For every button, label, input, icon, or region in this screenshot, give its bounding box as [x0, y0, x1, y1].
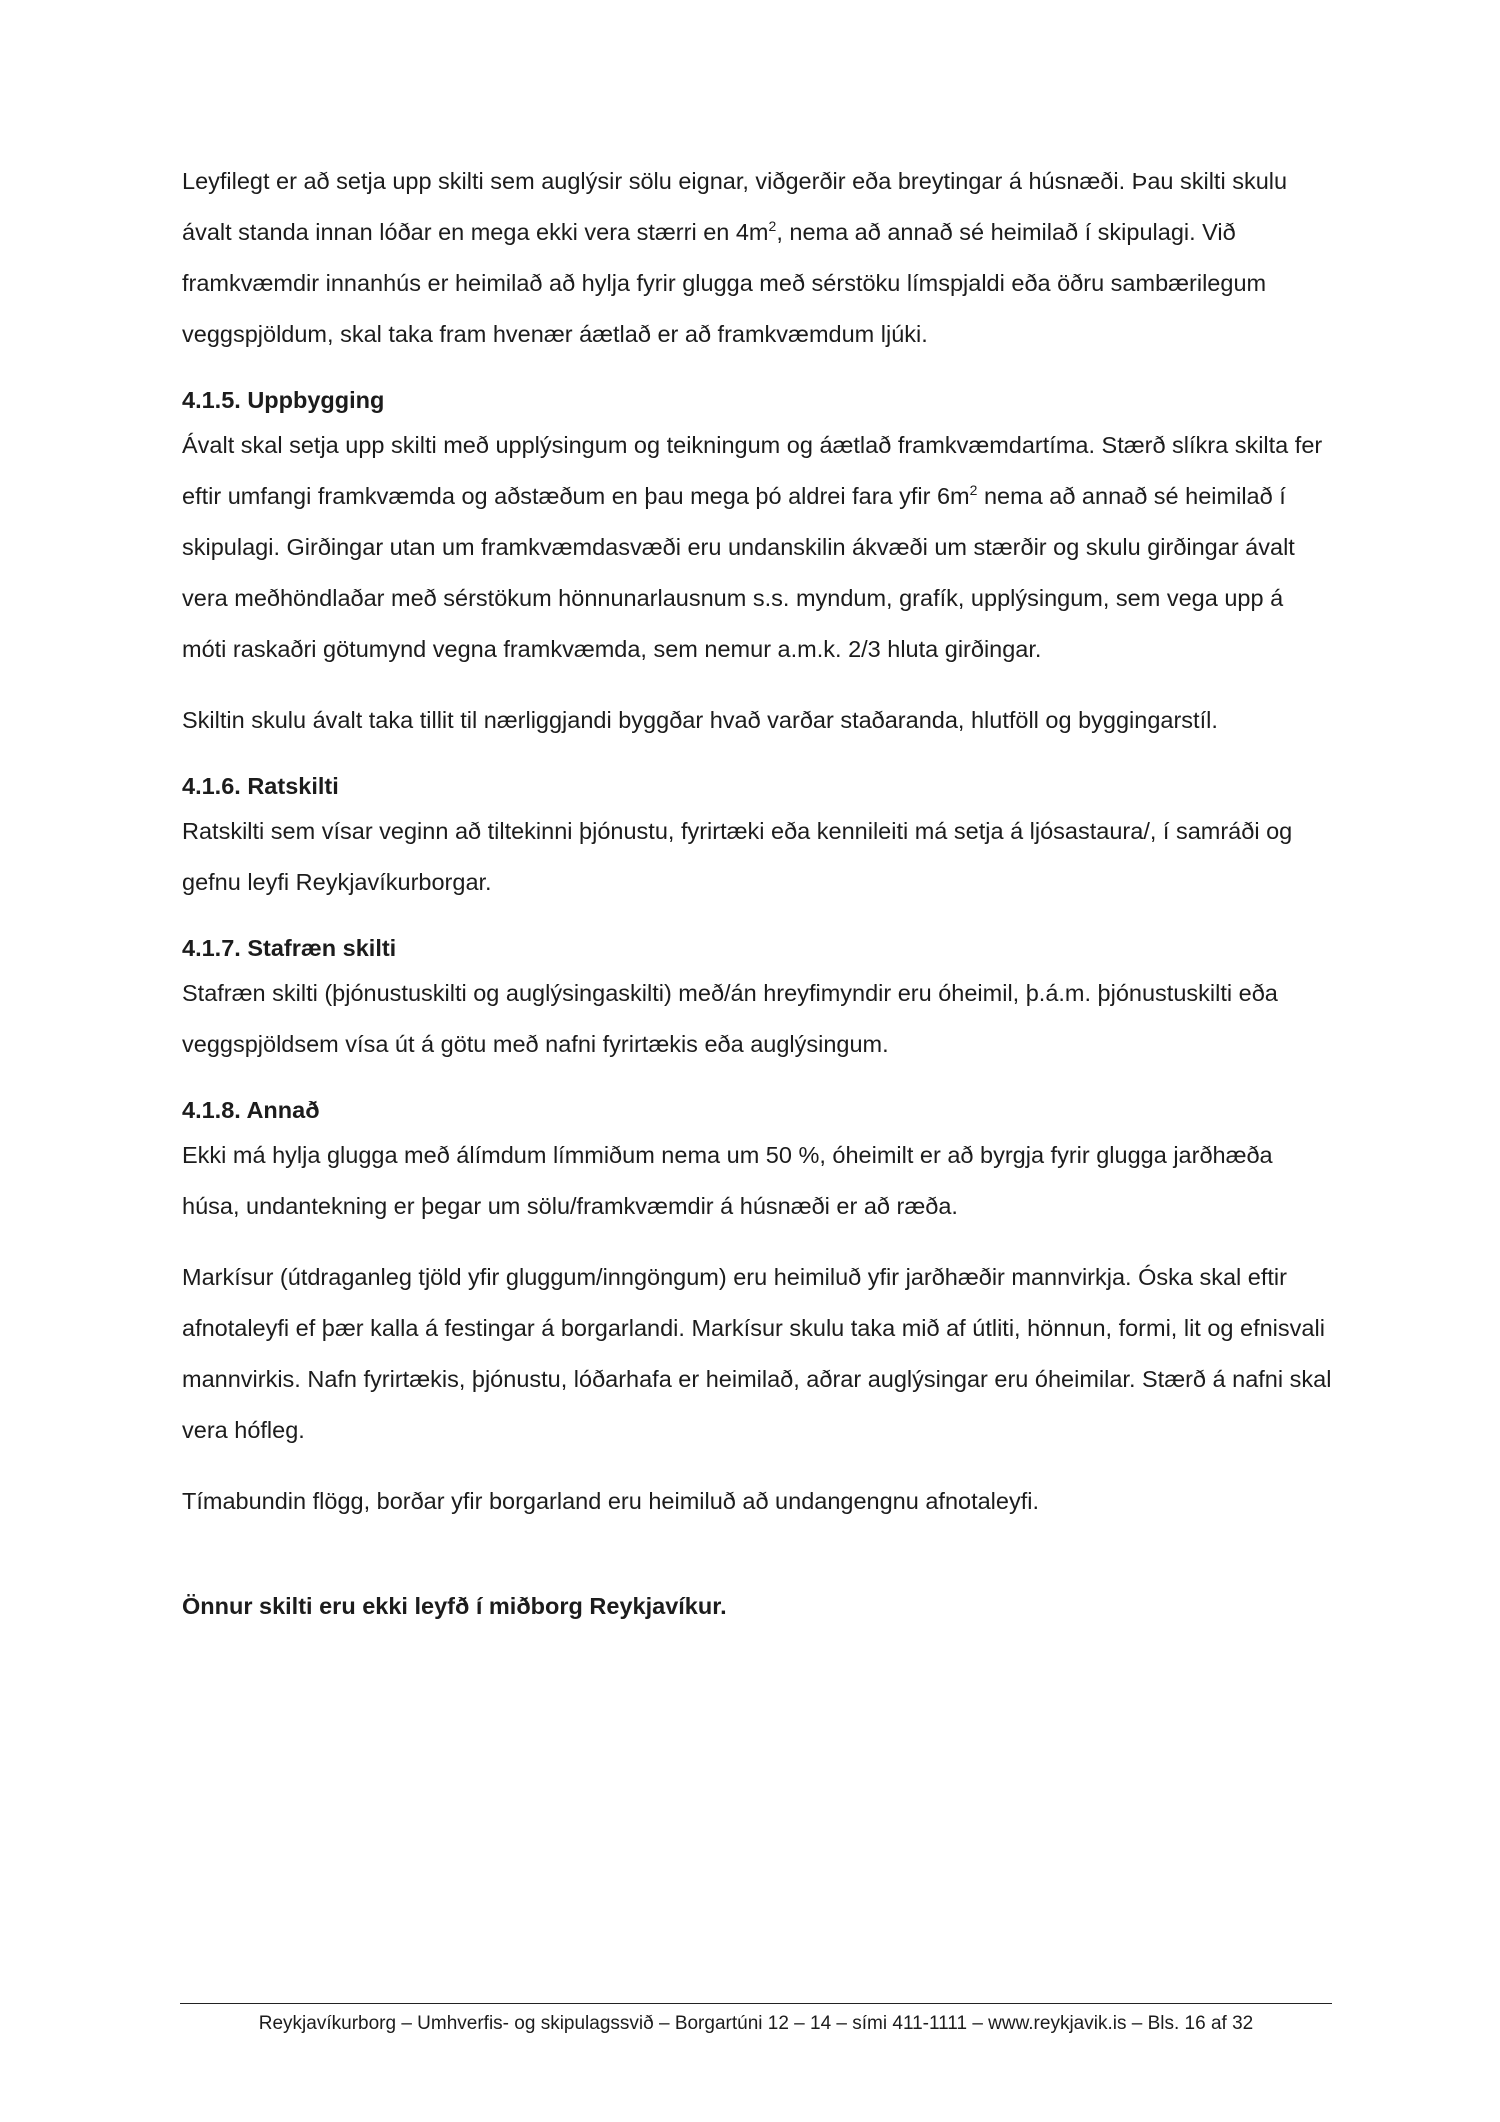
- section-4-1-5-paragraph-1: [182, 420, 1332, 675]
- closing-statement: Önnur skilti eru ekki leyfð í miðborg Reykjavíkur.: [182, 1593, 727, 1619]
- superscript: 2: [969, 482, 978, 499]
- section-4-1-7-paragraph-1: Stafræn skilti (þjónustuskilti og auglýsingaskilti) með/án hreyfimyndir eru óheimil, þ.á.m. þjónustuskilti eða veggspjöldsem vísa út á götu með nafni fyrirtækis eða auglýsingum.: [182, 980, 1278, 1057]
- intro-text-part-1: Leyfilegt er að setja upp skilti sem auglýsir sölu eignar, viðgerðir eða breytingar á húsnæði. Þau skilti skulu ávalt standa innan lóðar en mega ekki vera stærri en 4m: [182, 168, 1288, 245]
- intro-paragraph: [182, 156, 1332, 360]
- section-4-1-8-paragraph-2: Markísur (útdraganleg tjöld yfir gluggum/inngöngum) eru heimiluð yfir jarðhæðir mannvirkja. Óska skal eftir afnotaleyfi ef þær kalla á festingar á borgarlandi. Markísur skulu taka mið af útliti, hönnun, formi, lit og efnisvali mannvirkis. Nafn fyrirtækis, þjónustu, lóðarhafa er heimilað, aðrar auglýsingar eru óheimilar. Stærð á nafni skal vera hófleg.: [182, 1264, 1332, 1443]
- section-4-1-8-paragraph-1: Ekki má hylja glugga með álímdum límmiðum nema um 50 %, óheimilt er að byrgja fyrir glugga jarðhæða húsa, undantekning er þegar um sölu/framkvæmdir á húsnæði er að ræða.: [182, 1142, 1273, 1219]
- footer-divider: [180, 2003, 1332, 2004]
- section-4-1-5-paragraph-2: Skiltin skulu ávalt taka tillit til nærliggjandi byggðar hvað varðar staðaranda, hlutföll og byggingarstíl.: [182, 707, 1218, 733]
- page-footer: Reykjavíkurborg – Umhverfis- og skipulagssvið – Borgartúni 12 – 14 – sími 411-1111 – www.reykjavik.is – Bls. 16 af 32: [258, 2013, 1254, 2034]
- section-4-1-8-paragraph-3: Tímabundin flögg, borðar yfir borgarland eru heimiluð að undangengnu afnotaleyfi.: [182, 1488, 1040, 1514]
- section-4-1-5-text-part-2: nema að annað sé heimilað í skipulagi. Girðingar utan um framkvæmdasvæði eru undanskilin ákvæði um stærðir og skulu girðingar ávalt vera meðhöndlaðar með sérstökum hönnunarlausnum s.s. myndum, grafík, upplýsingum, sem vega upp á móti raskaðri götumynd vegna framkvæmda, sem nemur a.m.k. 2/3 hluta girðingar.: [182, 483, 1295, 662]
- section-4-1-6-paragraph-1: Ratskilti sem vísar veginn að tiltekinni þjónustu, fyrirtæki eða kennileiti má setja á ljósastaura/, í samráði og gefnu leyfi Reykjavíkurborgar.: [182, 818, 1293, 895]
- document-body: [182, 156, 1332, 1632]
- superscript: 2: [768, 218, 777, 235]
- section-heading-4-1-8: 4.1.8. Annað: [182, 1097, 320, 1123]
- section-heading-4-1-5: 4.1.5. Uppbygging: [182, 387, 385, 413]
- section-4-1-5-text-part-1: Ávalt skal setja upp skilti með upplýsingum og teikningum og áætlað framkvæmdartíma. Stærð slíkra skilta fer eftir umfangi framkvæmda og aðstæðum en þau mega þó aldrei fara yfir 6m: [182, 432, 1323, 509]
- section-heading-4-1-7: 4.1.7. Stafræn skilti: [182, 935, 397, 961]
- section-heading-4-1-6: 4.1.6. Ratskilti: [182, 773, 339, 799]
- intro-text-part-2: , nema að annað sé heimilað í skipulagi. Við framkvæmdir innanhús er heimilað að hylja fyrir glugga með sérstöku límspjaldi eða öðru sambærilegum veggspjöldum, skal taka fram hvenær áætlað er að framkvæmdum ljúki.: [182, 219, 1267, 347]
